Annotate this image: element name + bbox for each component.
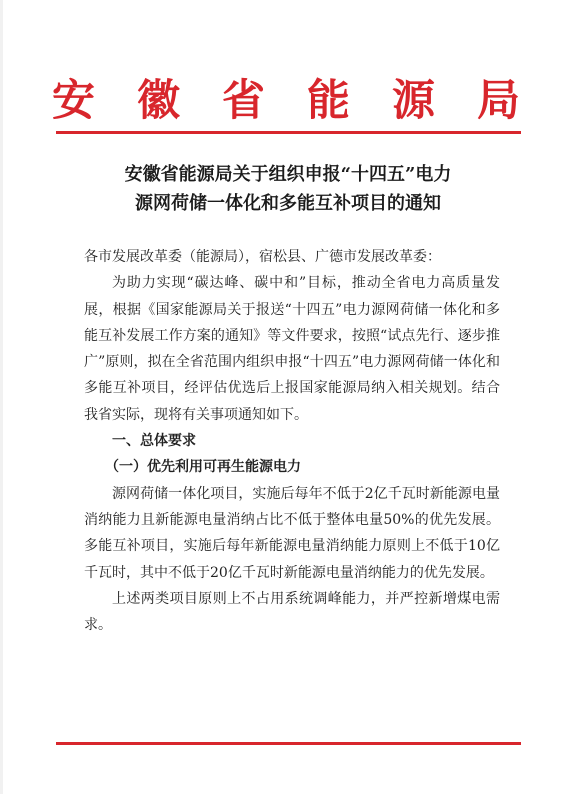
- masthead: 安徽省能源局: [52, 76, 522, 126]
- section-heading: 一、总体要求: [112, 433, 196, 450]
- title-line-2: 源网荷储一体化和多能互补项目的通知: [135, 193, 441, 214]
- masthead-rule: [56, 131, 521, 134]
- document-title: [60, 160, 516, 218]
- footer-rule: [56, 742, 521, 745]
- section-paragraph: 源网荷储一体化项目，实施后每年不低于2亿千瓦时新能源电量消纳能力且新能源电量消纳占比不低于整体电量50%的优先发展。多能互补项目，实施后每年新能源电量消纳能力原则上不低于10亿千瓦时，其中不低于20亿千瓦时新能源电量消纳能力的优先发展。: [84, 485, 500, 581]
- section-paragraph: 上述两类项目原则上不占用系统调峰能力，并严控新增煤电需求。: [84, 590, 500, 634]
- title-line-1: 安徽省能源局关于组织申报“十四五”电力: [124, 164, 452, 185]
- document-body: [84, 244, 500, 638]
- salutation: 各市发展改革委（能源局），宿松县、广德市发展改革委：: [84, 249, 441, 265]
- page-edge-shadow: [0, 0, 3, 794]
- subsection-heading: （一）优先利用可再生能源电力: [105, 459, 301, 476]
- intro-paragraph: 为助力实现“碳达峰、碳中和”目标，推动全省电力高质量发展，根据《国家能源局关于报送“十四五”电力源网荷储一体化和多能互补发展工作方案的通知》等文件要求，按照“试点先行、逐步推广”原则，拟在全省范围内组织申报“十四五”电力源网荷储一体化和多能互补项目，经评估优选后上报国家能源局纳入相关规划。结合我省实际，现将有关事项通知如下。: [84, 275, 500, 423]
